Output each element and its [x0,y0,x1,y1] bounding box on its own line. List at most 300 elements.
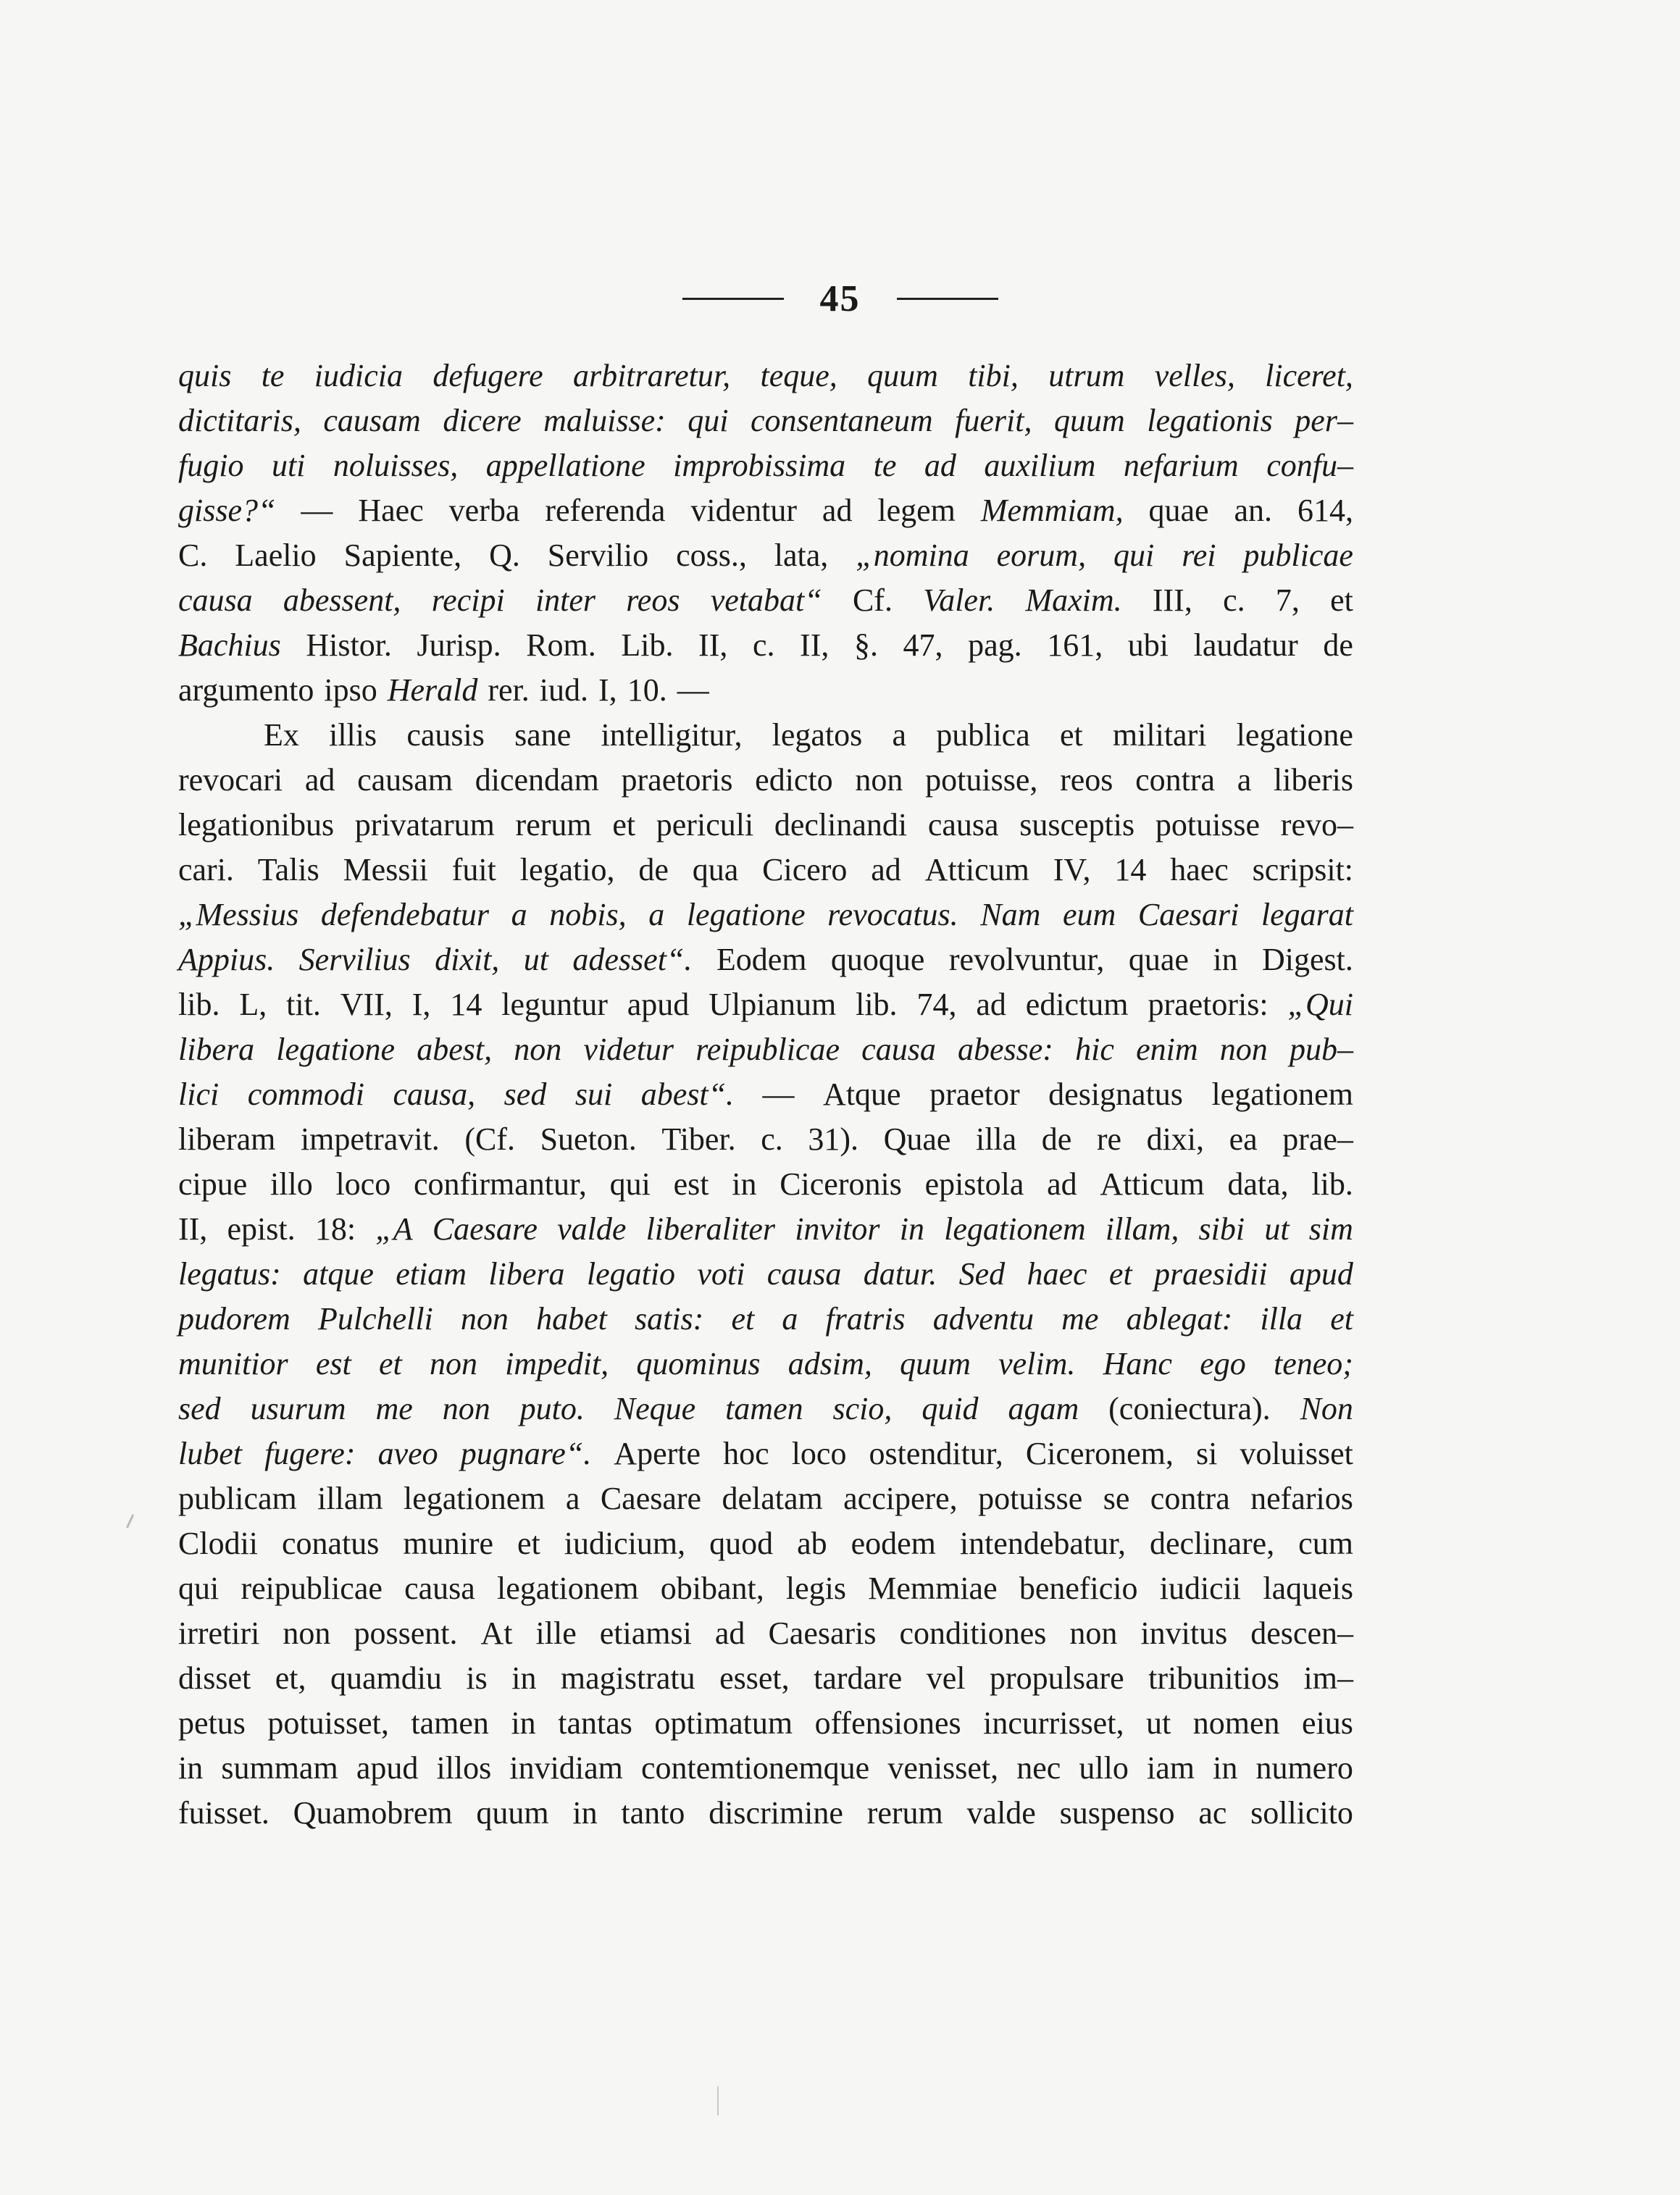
word: Atque [823,1076,901,1112]
word: Rom. [526,627,596,663]
word: contra [1135,762,1216,798]
word: summam [221,1750,338,1786]
text-line [178,1252,1353,1297]
word: legatus: [178,1256,281,1292]
word: iam [1146,1750,1195,1786]
word: illa [1260,1301,1303,1337]
word: legatione [1236,717,1353,753]
word: pugnare“. [460,1436,592,1471]
word: confu– [1266,448,1353,483]
word: 7, [1275,582,1300,618]
text-line [178,1297,1353,1342]
word: L, [239,987,267,1022]
word: irretiri [178,1615,260,1651]
word: quae [1128,942,1189,977]
word: teneo; [1273,1346,1353,1381]
word: me [1061,1301,1099,1337]
word: reos [626,582,680,618]
text-line [178,354,1353,398]
word: At [480,1615,513,1651]
word: tamen [725,1391,803,1426]
word: dicendam [475,762,599,798]
word: lib. [1311,1166,1353,1202]
word: velim. [998,1346,1076,1381]
word: laqueis [1263,1571,1353,1606]
word: potuisse [978,1481,1083,1516]
word: disset [178,1660,251,1696]
word: ubi [1127,627,1169,663]
text-line [178,848,1353,892]
word: pag. [968,627,1022,663]
word: qui [609,1166,651,1202]
word: IV, [1053,852,1091,887]
word: im– [1303,1660,1353,1696]
word: impedit, [505,1346,609,1381]
word: liberaliter [645,1211,775,1247]
word: sed [503,1076,547,1112]
word: incurrisset, [983,1705,1124,1741]
text-line [178,1521,1353,1566]
text-line [178,578,1353,623]
word: satis: [634,1301,704,1337]
word: quum [476,1795,549,1831]
word: publicam [178,1481,297,1516]
word: fratris [825,1301,906,1337]
word: ad [871,852,901,887]
word: hic [1075,1032,1114,1067]
word: recipi [431,582,505,618]
word: praetoris: [1148,987,1269,1022]
word: quis [178,358,232,393]
word: periculi [656,807,754,843]
text-line [178,398,1353,443]
word: quum [867,358,938,393]
word: legatio, [519,852,615,887]
word: confirmantur, [413,1166,587,1202]
word: etiamsi [599,1615,692,1651]
word: 18: [314,1211,356,1247]
word: illis [329,717,377,753]
word: quominus [636,1346,761,1381]
word: voti [697,1256,745,1292]
word: legationem [1211,1076,1353,1112]
word: in [178,1750,204,1786]
word: quid [922,1391,979,1426]
text-line [178,1027,1353,1072]
word: susceptis [1019,807,1135,843]
word: est [673,1166,709,1202]
word: qua [692,852,739,887]
word: Clodii [178,1526,259,1561]
word: praetoris [621,762,733,798]
word: legatos [772,717,863,753]
word: libera [178,1032,255,1067]
word: te [261,358,285,393]
word: et [1330,1301,1353,1337]
word: Atticum [924,852,1029,887]
word: dicere [443,403,522,438]
word: fuit [451,852,496,887]
word: Laelio [235,538,317,573]
word: causa [766,1256,842,1292]
word: scripsit: [1252,852,1353,887]
word: vel [926,1660,966,1696]
word: non [460,1301,509,1337]
text-line [178,982,1353,1027]
word: Jurisp. [417,627,501,663]
text-line [178,1207,1353,1252]
word: munire [403,1526,494,1561]
word: enim [1136,1032,1198,1067]
word: et [1059,717,1083,753]
word: — [762,1076,795,1112]
word: legationem [944,1211,1086,1247]
word: dictitaris, [178,403,301,438]
word: adesset“. [572,942,693,977]
word: laudatur [1193,627,1298,663]
word: ego [1200,1346,1246,1381]
text-line [178,713,1353,758]
word: 10. [627,672,667,708]
word: ullo [1079,1750,1129,1786]
word: in [732,1166,757,1202]
word: Nam [980,897,1041,932]
word: Atticum [1100,1166,1205,1202]
word: Ciceronem, [1025,1436,1174,1471]
word: haec [1170,852,1229,887]
word: munitior [178,1346,288,1381]
text-line [178,1387,1353,1431]
word: liberis [1274,762,1353,798]
word: a [648,897,665,932]
word: puto. [519,1391,585,1426]
word: maluisse: [543,403,666,438]
word: eum [1062,897,1116,932]
word: abest, [417,1032,493,1067]
word: iud. [539,672,589,708]
word: nefarium [1123,448,1239,483]
text-line [178,892,1353,937]
word: II, [178,1211,208,1247]
word: Digest. [1262,942,1353,977]
word: adsim, [787,1346,872,1381]
word: intendebatur, [959,1526,1127,1561]
word: petus [178,1705,246,1741]
word: invidiam [509,1750,623,1786]
word: quum [1053,403,1125,438]
word: — [677,672,709,708]
word: descen– [1250,1615,1353,1651]
word: publica [936,717,1030,753]
word: et [517,1526,540,1561]
word: c. [1223,582,1245,618]
word: causam [323,403,421,438]
word: in [511,1705,536,1741]
word: publicae [1243,538,1353,573]
word: III, [1152,582,1192,618]
word: delatam [722,1481,823,1516]
word: impetravit. [300,1121,440,1157]
word: liberam [178,1121,276,1157]
word: Servilio [547,538,649,573]
word: Sueton. [540,1121,637,1157]
word: Ulpianum [709,987,837,1022]
word: legem [877,493,956,528]
word: ad [924,448,956,483]
word: iudicii [1159,1571,1242,1606]
word: 14 [1114,852,1147,887]
word: commodi [247,1076,365,1112]
word: quoque [830,942,925,977]
word: nec [1016,1750,1061,1786]
word: Hanc [1103,1346,1172,1381]
word: non [1069,1615,1118,1651]
word: lata, [774,538,829,573]
word: videntur [690,493,797,528]
word: de [638,852,669,887]
word: in [1213,942,1238,977]
word: noluisses, [333,448,459,483]
text-line [178,758,1353,803]
word: §. [853,627,878,663]
word: Valer. [923,582,995,618]
word: potuisse, [925,762,1038,798]
word: appellatione [485,448,645,483]
word: II, [698,627,728,663]
word: ut [523,942,548,977]
word: sibi [1198,1211,1245,1247]
word: potuisset, [267,1705,389,1741]
word: c. [752,627,775,663]
word: praesidii [1154,1256,1268,1292]
word: offensiones [814,1705,961,1741]
word: loco [791,1436,847,1471]
word: is [466,1660,488,1696]
word: non [283,1615,331,1651]
word: a [511,897,527,932]
word: si [1195,1436,1218,1471]
word: Appius. [178,942,275,977]
word: legatio [586,1256,676,1292]
word: dixi, [1146,1121,1205,1157]
word: conatus [282,1526,380,1561]
word: qui [178,1571,220,1606]
word: ac [1198,1795,1227,1831]
word: abest“. [640,1076,735,1112]
word: 161, [1047,627,1103,663]
word: apud [356,1750,419,1786]
word: quamdiu [330,1660,442,1696]
word: Ciceronis [780,1166,902,1202]
word: Pulchelli [317,1301,433,1337]
word: defugere [432,358,543,393]
word: sui [574,1076,613,1112]
word: VII, [340,987,393,1022]
word: velles, [1154,358,1235,393]
word: Neque [614,1391,696,1426]
word: non [1219,1032,1268,1067]
word: privatarum [354,807,495,843]
word: revo– [1280,807,1353,843]
word: de [1323,627,1353,663]
word: „A [375,1211,413,1247]
word: esset, [719,1660,790,1696]
word: hoc [723,1436,769,1471]
word: 74, [916,987,957,1022]
word: apud [1289,1256,1353,1292]
word: ad [822,493,853,528]
word: legarat [1261,897,1353,932]
text-line [178,1162,1353,1207]
text-line [178,533,1353,578]
word: in [899,1211,924,1247]
word: in [511,1660,537,1696]
word: et [1108,1256,1132,1292]
word: reipublicae [695,1032,840,1067]
word: qui [688,403,729,438]
word: fuerit, [955,403,1032,438]
word: C. [178,538,208,573]
word: et [1330,582,1353,618]
word: valde [557,1211,627,1247]
word: 47, [903,627,943,663]
word: fuisset. [178,1795,269,1831]
word: pub– [1289,1032,1353,1067]
header-rule-right [897,298,998,300]
word: (Cf. [464,1121,516,1157]
word: ea [1229,1121,1258,1157]
word: nobis, [549,897,627,932]
word: Servilius [298,942,411,977]
word: tanto [621,1795,685,1831]
word: per– [1295,403,1353,438]
word: militari [1112,717,1207,753]
word: quum [900,1346,971,1381]
word: leguntur [501,987,608,1022]
word: ad [976,987,1006,1022]
word: Sapiente, [343,538,462,573]
word: propulsare [989,1660,1124,1696]
word: causa [178,582,253,618]
word: venisset, [887,1750,999,1786]
word: revocari [178,762,283,798]
word: causa [404,1571,475,1606]
word: sim [1308,1211,1353,1247]
word: adventu [932,1301,1034,1337]
word: ut [1145,1705,1171,1741]
text-line [178,1611,1353,1656]
word: haec [1027,1256,1087,1292]
word: Bachius [178,627,281,663]
word: ad [714,1615,745,1651]
word: ipso [324,672,377,708]
word: iudicia [314,358,403,393]
word: lici [178,1076,220,1112]
word: illa [975,1121,1017,1157]
word: edictum [1025,987,1129,1022]
text-line [178,668,1353,713]
word: re [1096,1121,1122,1157]
word: Maxim. [1025,582,1122,618]
text-line [178,1656,1353,1701]
word: ab [797,1526,827,1561]
word: tibi, [968,358,1019,393]
text-line [178,443,1353,488]
word: epist. [227,1211,296,1247]
word: me [375,1391,413,1426]
word: Messii [343,852,428,887]
word: Memmiam, [980,493,1124,528]
word: voluisset [1240,1436,1353,1471]
word: fugere: [264,1436,356,1471]
word: illo [270,1166,313,1202]
margin-smudge [126,1514,134,1528]
word: causam [357,762,454,798]
word: Aperte [614,1436,701,1471]
word: eius [1302,1705,1353,1741]
word: 14 [450,987,482,1022]
word: uti [271,448,306,483]
word: tribunitios [1148,1660,1280,1696]
word: Caesari [1137,897,1240,932]
word: pudorem [178,1301,291,1337]
word: Cicero [762,852,848,887]
word: etiam [396,1256,467,1292]
word: data, [1227,1166,1289,1202]
text-line [178,1701,1353,1746]
word: II, [800,627,829,663]
word: Caesare [600,1481,702,1516]
word: apud [627,987,690,1022]
word: Q. [489,538,520,573]
word: I, [411,987,431,1022]
text-line [178,1342,1353,1387]
word: cipue [178,1166,248,1202]
word: prae– [1282,1121,1353,1157]
word: possent. [354,1615,458,1651]
word: reipublicae [241,1571,383,1606]
word: non [855,762,903,798]
word: Haec [358,493,424,528]
word: ad [1047,1166,1077,1202]
word: legationem [497,1571,639,1606]
word: conditiones [899,1615,1047,1651]
word: — [301,493,333,528]
text-line [178,1476,1353,1521]
word: Ex [264,717,299,753]
word: inter [535,582,596,618]
word: gisse?“ [178,493,276,528]
word: an. [1234,493,1273,528]
word: „Qui [1287,987,1353,1022]
word: lib. [178,987,220,1022]
word: legis [785,1571,847,1606]
word: Caesaris [768,1615,877,1651]
text-line [178,937,1353,982]
word: rei [1182,538,1216,573]
word: optimatum [654,1705,793,1741]
word: non [442,1391,490,1426]
word: legatione [276,1032,396,1067]
word: videtur [583,1032,674,1067]
word: tardare [814,1660,903,1696]
word: utrum [1048,358,1125,393]
margin-smudge-bottom [717,2086,719,2115]
word: de [1041,1121,1072,1157]
word: sane [514,717,572,753]
word: coss., [676,538,747,573]
word: c. [761,1121,783,1157]
